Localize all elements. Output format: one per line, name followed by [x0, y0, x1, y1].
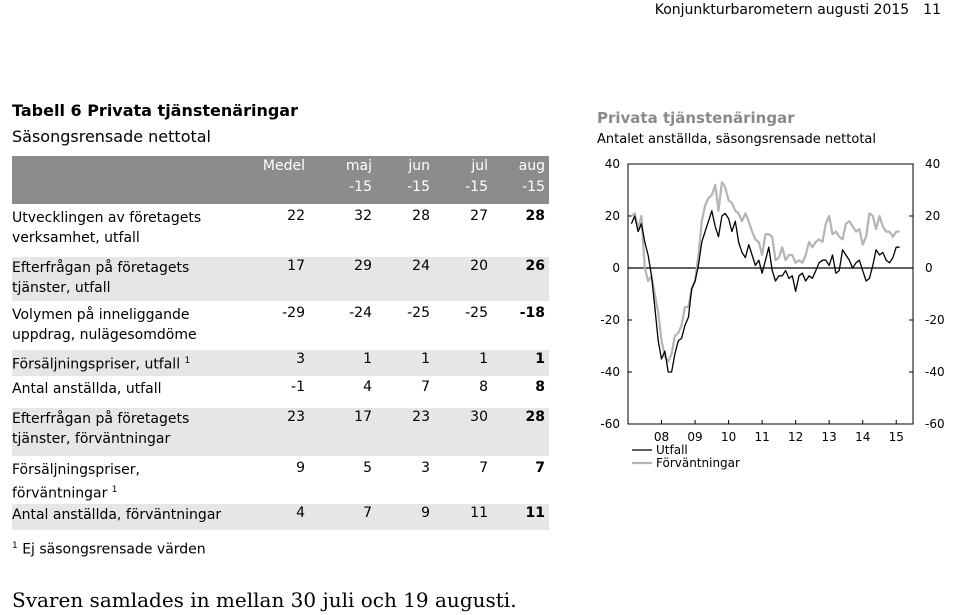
- column-header-line1: aug: [518, 158, 545, 174]
- chart-title: Privata tjänstenäringar: [597, 109, 795, 127]
- table-subtitle: Säsongsrensade nettotal: [12, 127, 211, 146]
- row-label-line2: uppdrag, nulägesomdöme: [12, 327, 197, 343]
- y-tick-label-right: 40: [925, 157, 941, 171]
- report-name: Konjunkturbarometern augusti 2015: [654, 2, 910, 18]
- table-title: Tabell 6 Privata tjänstenäringar: [12, 101, 298, 120]
- column-header-line1: jul: [471, 158, 488, 174]
- x-tick-label: 11: [754, 430, 770, 444]
- cell-value: -18: [519, 305, 545, 321]
- cell-value: 8: [479, 379, 488, 395]
- y-tick-label-right: -20: [925, 313, 945, 327]
- cell-value: 28: [525, 409, 545, 425]
- cell-value: 26: [525, 258, 545, 274]
- y-tick-label-left: 40: [604, 157, 620, 171]
- legend-label-forvantningar: Förväntningar: [656, 456, 740, 470]
- cell-value: 8: [535, 379, 545, 395]
- cell-value: 11: [525, 505, 545, 521]
- row-label-line1: Antal anställda, förväntningar: [12, 507, 222, 523]
- series-line-forvantningar: [631, 182, 899, 361]
- x-tick-label: 13: [821, 430, 837, 444]
- x-tick-label: 14: [855, 430, 871, 444]
- plot-frame: [628, 164, 913, 424]
- x-tick-label: 09: [687, 430, 703, 444]
- cell-value: 4: [363, 379, 372, 395]
- row-label-line2: tjänster, utfall: [12, 280, 111, 296]
- cell-value: 27: [470, 208, 488, 224]
- chart-subtitle: Antalet anställda, säsongsrensade nettotal: [597, 132, 876, 147]
- x-tick-label: 15: [888, 430, 904, 444]
- cell-value: -29: [282, 305, 305, 321]
- column-header-line2: -15: [349, 179, 372, 195]
- cell-value: 28: [525, 208, 545, 224]
- row-label-line1: Efterfrågan på företagets: [12, 260, 190, 276]
- y-tick-label-left: 0: [612, 261, 620, 275]
- cell-value: 7: [363, 505, 372, 521]
- cell-value: 23: [412, 409, 430, 425]
- y-tick-label-right: 0: [925, 261, 933, 275]
- row-label-line1: Volymen på inneliggande: [12, 307, 190, 323]
- cell-value: 9: [421, 505, 430, 521]
- column-header-line1: maj: [345, 158, 372, 174]
- y-tick-label-right: -60: [925, 417, 945, 431]
- cell-value: 24: [412, 258, 430, 274]
- cell-value: -1: [291, 379, 305, 395]
- cell-value: 29: [354, 258, 372, 274]
- x-tick-label: 12: [788, 430, 804, 444]
- cell-value: 4: [296, 505, 305, 521]
- x-tick-label: 10: [720, 430, 737, 444]
- cell-value: 7: [479, 460, 488, 476]
- legend-label-utfall: Utfall: [656, 443, 688, 457]
- cell-value: 22: [287, 208, 305, 224]
- row-label-line1: Efterfrågan på företagets: [12, 411, 190, 427]
- cell-value: 1: [479, 351, 488, 367]
- cell-value: 7: [421, 379, 430, 395]
- row-label-line1: Försäljningspriser, utfall: [12, 356, 181, 373]
- y-tick-label-left: -60: [600, 417, 620, 431]
- column-header-line1: jun: [408, 158, 430, 174]
- column-header-line2: -15: [522, 179, 545, 195]
- cell-value: 3: [421, 460, 430, 476]
- x-tick-label: 08: [653, 430, 670, 444]
- row-label-line2: verksamhet, utfall: [12, 230, 140, 246]
- y-tick-label-right: 20: [925, 209, 941, 223]
- cell-value: -25: [465, 305, 488, 321]
- cell-value: 17: [354, 409, 372, 425]
- y-tick-label-left: -40: [600, 365, 620, 379]
- cell-value: 7: [535, 460, 545, 476]
- cell-value: 30: [470, 409, 488, 425]
- cell-value: 9: [296, 460, 305, 476]
- cell-value: 32: [354, 208, 372, 224]
- cell-value: 17: [287, 258, 305, 274]
- cell-value: 1: [363, 351, 372, 367]
- cell-value: 28: [412, 208, 430, 224]
- column-header-line1: Medel: [262, 158, 305, 174]
- cell-value: 11: [470, 505, 488, 521]
- column-header-line2: -15: [407, 179, 430, 195]
- row-label-line2: tjänster, förväntningar: [12, 431, 171, 447]
- cell-value: 23: [287, 409, 305, 425]
- row-label-line1: Försäljningspriser,: [12, 462, 140, 478]
- cell-value: 5: [363, 460, 372, 476]
- page-number: 11: [923, 2, 941, 18]
- cell-value: -24: [349, 305, 372, 321]
- row-label-line1: Utvecklingen av företagets: [12, 210, 202, 226]
- row-footnote-marker: 1: [184, 356, 191, 366]
- row-label-line2: förväntningar: [12, 485, 108, 502]
- cell-value: 3: [296, 351, 305, 367]
- y-tick-label-left: 20: [604, 209, 620, 223]
- cell-value: 20: [470, 258, 488, 274]
- row-label-line1: Antal anställda, utfall: [12, 381, 162, 397]
- cell-value: 1: [535, 351, 545, 367]
- cell-value: 1: [421, 351, 430, 367]
- footnote-text: Ej säsongsrensade värden: [22, 541, 206, 558]
- survey-note: Svaren samlades in mellan 30 juli och 19 augusti.: [12, 588, 517, 612]
- column-header-line2: -15: [465, 179, 488, 195]
- y-tick-label-right: -40: [925, 365, 945, 379]
- footnote-marker: 1: [12, 541, 18, 551]
- y-tick-label-left: -20: [600, 313, 620, 327]
- row-footnote-marker: 1: [111, 485, 118, 495]
- cell-value: -25: [407, 305, 430, 321]
